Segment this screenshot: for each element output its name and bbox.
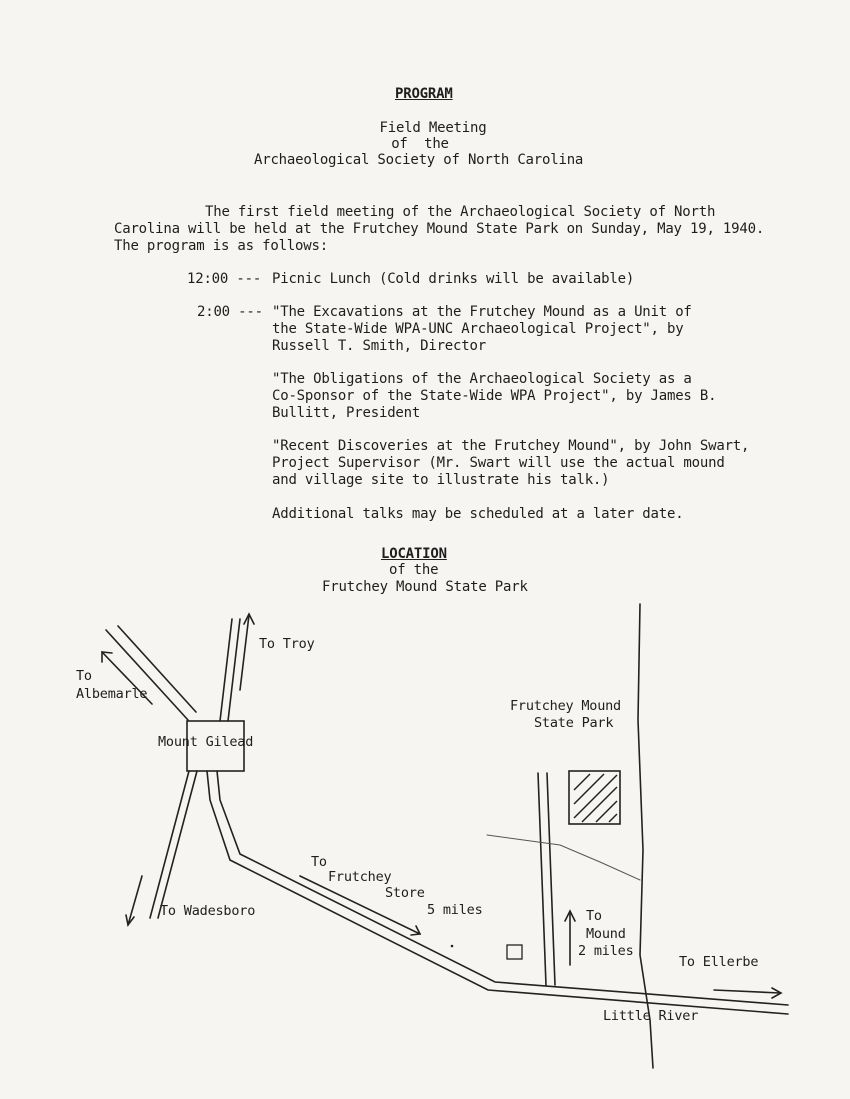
talk-1-line-3: Bullitt, President bbox=[272, 405, 421, 421]
map-label-store-3: Store bbox=[385, 885, 425, 901]
schedule-item-1: Picnic Lunch (Cold drinks will be available) bbox=[272, 271, 635, 287]
location-line-3: Frutchey Mound State Park bbox=[322, 579, 528, 595]
map-label-mound-2: Mound bbox=[586, 926, 626, 942]
intro-line-3: The program is as follows: bbox=[114, 238, 328, 254]
schedule-item-2-line-2: the State-Wide WPA-UNC Archaeological Project", by bbox=[272, 321, 684, 337]
title-line-2: of the bbox=[391, 136, 449, 152]
creek-line bbox=[638, 604, 653, 1068]
map-label-albemarle-1: To bbox=[76, 668, 92, 684]
schedule-item-2-line-3: Russell T. Smith, Director bbox=[272, 338, 486, 354]
intro-line-2: Carolina will be held at the Frutchey Mound State Park on Sunday, May 19, 1940. bbox=[114, 221, 765, 237]
road-main-lower bbox=[207, 771, 788, 1014]
map-label-store-1: To bbox=[311, 854, 327, 870]
map-label-to-troy: To Troy bbox=[259, 636, 315, 652]
talk-1-line-1: "The Obligations of the Archaeological Society as a bbox=[272, 371, 692, 387]
additional-note: Additional talks may be scheduled at a later date. bbox=[272, 506, 684, 522]
map-label-store-2: Frutchey bbox=[328, 869, 392, 885]
map-label-mount-gilead: Mount Gilead bbox=[158, 734, 254, 750]
intro-line-1: The first field meeting of the Archaeological Society of North bbox=[205, 204, 716, 220]
location-heading: LOCATION bbox=[381, 546, 447, 562]
map-label-albemarle-2: Albemarle bbox=[76, 686, 148, 702]
schedule-time-2: 2:00 --- bbox=[197, 304, 263, 320]
map-label-little-river: Little River bbox=[603, 1008, 699, 1024]
program-heading: PROGRAM bbox=[395, 86, 453, 102]
title-line-1: Field Meeting bbox=[379, 120, 487, 136]
map-label-park-2: State Park bbox=[534, 715, 614, 731]
map-label-store-4: 5 miles bbox=[427, 902, 483, 918]
talk-2-line-1: "Recent Discoveries at the Frutchey Mound", by John Swart, bbox=[272, 438, 750, 454]
store-square bbox=[507, 945, 522, 959]
map-label-to-ellerbe: To Ellerbe bbox=[679, 954, 759, 970]
schedule-item-2-line-1: "The Excavations at the Frutchey Mound as a Unit of bbox=[272, 304, 692, 320]
location-line-2: of the bbox=[389, 562, 439, 578]
title-line-3: Archaeological Society of North Carolina bbox=[254, 152, 584, 168]
map-label-mound-3: 2 miles bbox=[578, 943, 634, 959]
road-albemarle-left bbox=[106, 630, 188, 720]
talk-2-line-3: and village site to illustrate his talk.) bbox=[272, 472, 610, 488]
talk-2-line-2: Project Supervisor (Mr. Swart will use the actual mound bbox=[272, 455, 725, 471]
map-label-mound-1: To bbox=[586, 908, 602, 924]
talk-1-line-2: Co-Sponsor of the State-Wide WPA Project", by James B. bbox=[272, 388, 717, 404]
map-label-park-1: Frutchey Mound bbox=[510, 698, 621, 714]
schedule-time-1: 12:00 --- bbox=[187, 271, 262, 287]
map-label-to-wadesboro: To Wadesboro bbox=[160, 903, 256, 919]
